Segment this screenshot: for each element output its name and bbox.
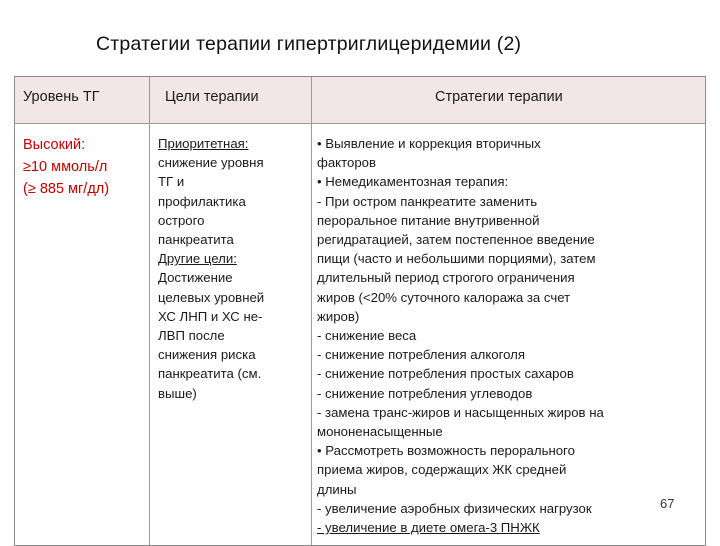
table-header-row <box>15 77 705 124</box>
slide-title: Стратегии терапии гипертриглицеридемии (2) <box>96 33 522 55</box>
strategy-line: - снижение потребления углеводов <box>317 385 533 401</box>
strategy-line: - увеличение в диете омега-3 ПНЖК <box>317 520 540 536</box>
strategy-line: - увеличение аэробных физических нагрузок <box>317 500 592 516</box>
goal-line: профилактика <box>158 193 246 209</box>
level-cell <box>23 134 148 200</box>
goal-line: панкреатита (см. <box>158 366 262 382</box>
strategy-line: жиров (<20% суточного калоража за счет <box>317 289 571 305</box>
goal-line: ЛВП после <box>158 328 225 344</box>
header-tg-level: Уровень ТГ <box>23 89 100 105</box>
goal-line: снижение уровня <box>158 155 264 171</box>
strategies-cell <box>317 134 701 537</box>
level-value-mgdl: (≥ 885 мг/дл) <box>23 181 110 197</box>
goal-line: выше) <box>158 385 197 401</box>
level-value-mmol: ≥10 ммоль/л <box>23 159 108 175</box>
strategy-line: длины <box>317 481 357 497</box>
goal-line: ТГ и <box>158 174 185 190</box>
strategy-line: приема жиров, содержащих ЖК средней <box>317 462 567 478</box>
strategy-line: мононенасыщенные <box>317 424 443 440</box>
other-goals-label: Другие цели: <box>158 251 237 267</box>
header-therapy-goals: Цели терапии <box>165 89 259 105</box>
goal-line: снижения риска <box>158 347 256 363</box>
strategy-line: факторов <box>317 155 377 171</box>
strategy-line: - При остром панкреатите заменить <box>317 193 538 209</box>
level-label: Высокий: <box>23 137 86 153</box>
goal-line: целевых уровней <box>158 289 265 305</box>
strategy-line: пероральное питание внутривенной <box>317 212 540 228</box>
primary-goal-label: Приоритетная: <box>158 136 249 151</box>
column-divider <box>149 77 150 545</box>
strategy-line: длительный период строгого ограничения <box>317 270 575 286</box>
strategy-line: • Выявление и коррекция вторичных <box>317 136 541 151</box>
strategy-line: - снижение веса <box>317 328 417 344</box>
goal-line: Достижение <box>158 270 233 286</box>
strategy-line: • Немедикаментозная терапия: <box>317 174 509 190</box>
header-therapy-strategies: Стратегии терапии <box>435 89 563 105</box>
column-divider <box>311 77 312 545</box>
strategy-line: пищи (часто и небольшими порциями), затем <box>317 251 596 267</box>
goal-line: ХС ЛНП и ХС не- <box>158 308 263 324</box>
goals-cell <box>158 134 308 403</box>
strategy-line: - снижение потребления простых сахаров <box>317 366 574 382</box>
strategy-line: • Рассмотреть возможность перорального <box>317 443 575 459</box>
strategy-line: - снижение потребления алкоголя <box>317 347 525 363</box>
goal-line: панкреатита <box>158 232 234 248</box>
goal-line: острого <box>158 212 205 228</box>
strategy-line: - замена транс-жиров и насыщенных жиров на <box>317 404 604 420</box>
page-number: 67 <box>660 496 675 511</box>
strategy-line: жиров) <box>317 308 360 324</box>
therapy-table <box>14 76 706 546</box>
strategy-line: регидратацией, затем постепенное введение <box>317 232 595 248</box>
